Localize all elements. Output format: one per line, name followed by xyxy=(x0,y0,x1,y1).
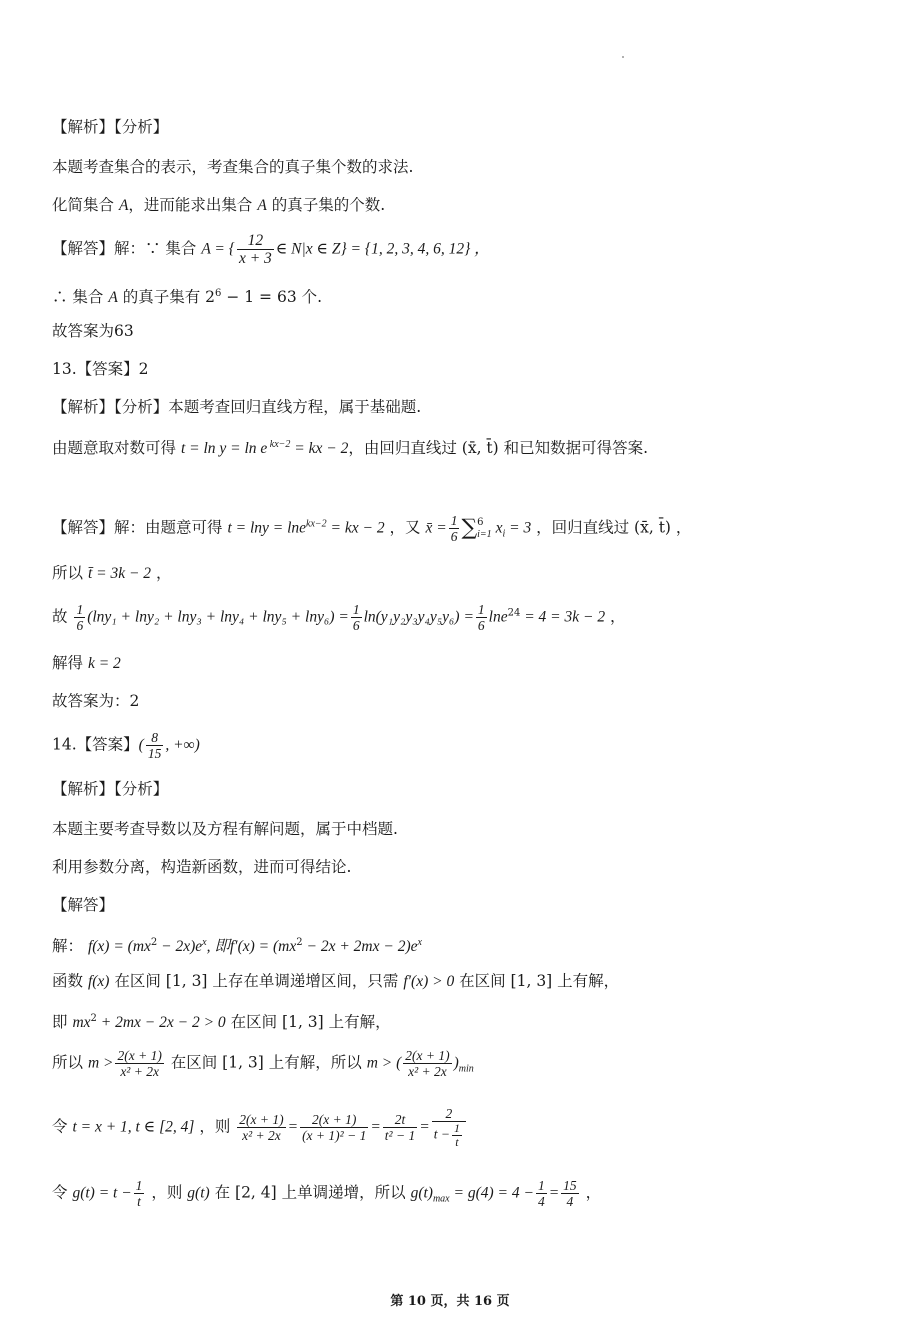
line-analysis-text-1: 本题考查集合的表示，考查集合的真子集个数的求法. xyxy=(52,158,414,176)
fraction-2t-over-t2-minus-1: $\frac{2t}{\text{t² − 1}}$ xyxy=(384,1112,416,1143)
line-log-sum: 故 $\frac{1}{6}$ (lny₁ + lny₂ + lny₃ + lny₄ + lny₅ + lny₆) = $\frac{1}{6}$ ln(y₁y₂y₃y₄y₅y₆) = $\frac{1}{6}$ lne$^{24}$ = 4 = 3k − 2 ， xyxy=(52,602,626,633)
line-q14-analysis-text-2: 利用参数分离，构造新函数，进而可得结论. xyxy=(52,858,352,876)
fraction-2x1-over-x2-2x: $\frac{2(x + 1)}{\text{x² + 2x}}$ xyxy=(117,1048,162,1079)
line-inequality: 即 $mx^2 + 2mx - 2x - 2 > 0$ 在区间 [1, 3] 上有解， xyxy=(52,1013,391,1032)
fraction-2-over-t-minus-1-over-t: 2 t − $\frac{1}{t}$ xyxy=(432,1106,466,1149)
line-analysis-heading-1: 【解析】【分析】 xyxy=(52,118,169,136)
scan-dot xyxy=(622,56,624,58)
fraction-one-sixth: $\frac{1}{6}$ xyxy=(76,602,84,633)
line-answer-63: 故答案为63 xyxy=(52,322,134,340)
fraction-12-over-x-plus-3: $\frac{12}{x + 3}$ xyxy=(238,232,272,267)
line-q13-log-hint: 由题意取对数可得 t = ln y = ln e $^{kx-2}$ = kx − 2，由回归直线过 (x̄, t̄) 和已知数据可得答案. xyxy=(52,439,649,458)
fraction-one-sixth: $\frac{1}{6}$ xyxy=(477,602,485,633)
page-footer: 第 10 页，共 16 页 xyxy=(390,1294,510,1309)
fraction-2x1-over-x2-2x: $\frac{2(x + 1)}{\text{x² + 2x}}$ xyxy=(239,1112,284,1143)
sum-symbol: ∑ xyxy=(461,515,478,541)
line-solution-set-a: 【解答】解：∵ 集合 A = { $\frac{12}{x + 3}$ ∈ N|x ∈ Z} = {1, 2, 3, 4, 6, 12} ， xyxy=(52,232,490,267)
line-m-condition: 所以 m > $\frac{2(x + 1)}{\text{x² + 2x}}$ 在区间 [1, 3] 上有解，所以 m > ( $\frac{2(x + 1)}{\text{x² + 2x}}$ )$_{min}$ xyxy=(52,1048,474,1079)
line-q14-answer: 14.【答案】( $\frac{8}{15}$ , +∞) xyxy=(52,730,200,761)
line-proper-subsets: ∴ 集合 A 的真子集有 $2^6 - 1 = 63$ 个. xyxy=(52,288,323,307)
fraction-2x1-over-x2-2x: $\frac{2(x + 1)}{\text{x² + 2x}}$ xyxy=(405,1048,450,1079)
line-answer-2: 故答案为：2 xyxy=(52,692,140,710)
fraction-one-sixth: $\frac{1}{6}$ xyxy=(352,602,360,633)
fraction-15-over-4: $\frac{15}{4}$ xyxy=(563,1178,577,1209)
fraction-1-over-t: $\frac{1}{t}$ xyxy=(453,1121,460,1149)
fraction-8-over-15: $\frac{8}{15}$ xyxy=(147,730,162,761)
line-q14-analysis-text-1: 本题主要考查导数以及方程有解问题，属于中档题. xyxy=(52,820,398,838)
line-g-function: 令 g(t) = t − $\frac{1}{t}$ ，则 g(t) 在 [2, 4] 上单调递增，所以 $g(t)_{max} = g(4) = 4$ − $\frac{1}{4}$ = $\frac{15}{4}$ ， xyxy=(52,1178,602,1209)
line-k-result: 解得 k = 2 xyxy=(52,654,121,672)
line-t-bar: 所以 t̄ = 3k − 2 ， xyxy=(52,564,172,582)
fraction-2x1-over-x1sq-minus-1: $\frac{2(x + 1)}{\text{(x + 1)² − 1}}$ xyxy=(302,1112,367,1143)
line-substitution: 令 t = x + 1, t ∈ [2, 4] ，则 $\frac{2(x + 1)}{\text{x² + 2x}}$ = $\frac{2(x + 1)}{\text{(x + 1)² − 1}}$ = $\frac{2t}{\text{t² − 1}}$ = 2 t − $\frac{1}{t}$ xyxy=(52,1106,860,1149)
line-q13-analysis: 【解析】【分析】本题考查回归直线方程，属于基础题. xyxy=(52,398,422,416)
line-q14-solution-heading: 【解答】 xyxy=(52,896,115,914)
fraction-1-over-4: $\frac{1}{4}$ xyxy=(537,1178,545,1209)
line-derivative: 解： $f(x) = (mx^2 - 2x)e^x$, 即$f'(x) = (mx^2 - 2x + 2mx - 2)e^x$ xyxy=(52,937,422,956)
line-analysis-text-2: 化简集合 A，进而能求出集合 A 的真子集的个数. xyxy=(52,196,386,214)
line-monotonic-condition: 函数 f(x) 在区间 [1, 3] 上存在单调递增区间，只需 f′(x) > 0 在区间 [1, 3] 上有解， xyxy=(52,972,620,990)
fraction-one-sixth: $\frac{1}{6}$ xyxy=(450,513,458,544)
line-q14-analysis-heading: 【解析】【分析】 xyxy=(52,780,169,798)
fraction-1-over-t: $\frac{1}{t}$ xyxy=(135,1178,143,1209)
line-q13-solution: 【解答】解：由题意可得 t = lny = lne$^{kx-2}$ = kx − 2 ，又 x̄ = $\frac{1}{6}$ ∑ 6 i=1 $x_i = 3$ ，回归直线过 (x̄, t̄) ， xyxy=(52,513,692,544)
line-q13-answer: 13.【答案】2 xyxy=(52,360,149,378)
